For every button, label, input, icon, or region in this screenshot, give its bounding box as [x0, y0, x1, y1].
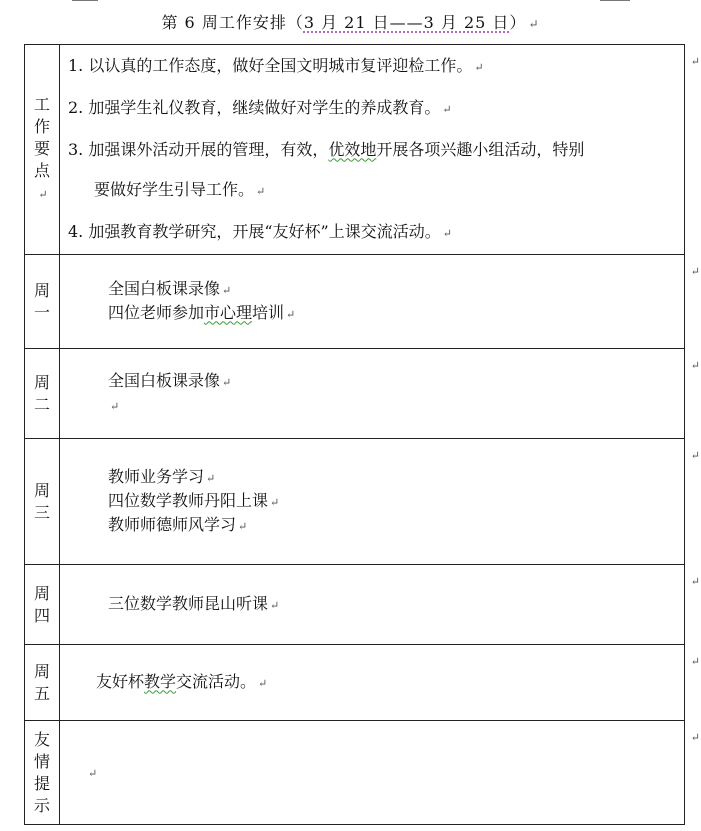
- top-rule-right: [600, 0, 630, 1]
- paragraph-mark-icon: ↵: [270, 598, 280, 612]
- paragraph-mark-icon: ↵: [474, 60, 484, 74]
- cell-end-mark-icon: ↵: [690, 265, 700, 278]
- tips-content: [60, 721, 700, 825]
- goal-item-3: 3. 加强课外活动开展的管理，有效，优效地开展各项兴趣小组活动，特别 要做好学生引导工作。 ↵: [68, 139, 585, 199]
- day-line: 四位老师参加市心理培训 ↵: [108, 302, 296, 322]
- goal-item-1: 1. 以认真的工作态度，做好全国文明城市复评迎检工作。 ↵: [68, 55, 484, 75]
- cell-end-mark-icon: ↵: [690, 731, 700, 744]
- tips-row: [25, 721, 685, 825]
- day-content-wed: [60, 439, 700, 565]
- cell-end-mark-icon: ↵: [690, 55, 700, 68]
- cell-end-mark-icon: ↵: [690, 359, 700, 372]
- goals-row: [25, 45, 685, 255]
- day-row-fri: [25, 645, 685, 721]
- top-rule-left: [72, 0, 98, 1]
- day-content-fri: [60, 645, 700, 721]
- day-line: 三位数学教师昆山听课 ↵: [108, 593, 280, 613]
- goal-item-4: 4. 加强教育教学研究，开展“友好杯”上课交流活动。 ↵: [68, 221, 452, 241]
- day-label-tue: 周 二: [25, 349, 60, 439]
- tips-label: 友 情 提 示: [25, 721, 60, 825]
- day-row-tue: [25, 349, 685, 439]
- title-date-range: 3 月 21 日——3 月 25 日: [303, 13, 510, 32]
- day-line: 友好杯教学交流活动。 ↵: [96, 671, 268, 691]
- paragraph-mark-icon: ↵: [222, 283, 232, 297]
- day-line: 教师师德师风学习 ↵: [108, 514, 248, 534]
- paragraph-mark-icon: ↵: [528, 17, 540, 31]
- day-line: 教师业务学习 ↵: [108, 466, 216, 486]
- paragraph-mark-icon: ↵: [442, 226, 452, 240]
- cell-end-mark-icon: ↵: [690, 655, 700, 668]
- day-line: 全国白板课录像 ↵: [108, 370, 232, 390]
- goals-content: [60, 45, 700, 255]
- paragraph-mark-icon: ↵: [270, 495, 280, 509]
- paragraph-mark-icon: ↵: [258, 676, 268, 690]
- schedule-table: [24, 44, 700, 825]
- goal-item-2: 2. 加强学生礼仪教育，继续做好对学生的养成教育。 ↵: [68, 97, 452, 117]
- paragraph-mark-icon: ↵: [222, 375, 232, 389]
- title-suffix: ）: [509, 13, 527, 32]
- day-label-mon: 周 一: [25, 255, 60, 349]
- paragraph-mark-icon: ↵: [110, 399, 120, 413]
- day-row-mon: [25, 255, 685, 349]
- day-content-tue: [60, 349, 700, 439]
- day-line: [60, 394, 684, 418]
- paragraph-mark-icon: ↵: [238, 519, 248, 533]
- day-label-wed: 周 三: [25, 439, 60, 565]
- goals-label: 工 作 要 点 ↵: [25, 45, 60, 255]
- title-prefix: 第 6 周工作安排（: [161, 13, 304, 32]
- day-content-mon: [60, 255, 700, 349]
- day-line: 四位数学教师丹阳上课 ↵: [108, 490, 280, 510]
- paragraph-mark-icon: ↵: [206, 471, 216, 485]
- page-title: [0, 10, 701, 33]
- paragraph-mark-icon: ↵: [286, 307, 296, 321]
- paragraph-mark-icon: ↵: [88, 766, 98, 780]
- day-content-thu: [60, 565, 700, 645]
- day-row-wed: [25, 439, 685, 565]
- day-line: [60, 761, 684, 785]
- day-line: 全国白板课录像 ↵: [108, 278, 232, 298]
- paragraph-mark-icon: ↵: [38, 187, 48, 201]
- day-label-thu: 周 四: [25, 565, 60, 645]
- cell-end-mark-icon: ↵: [690, 575, 700, 588]
- paragraph-mark-icon: ↵: [442, 102, 452, 116]
- cell-end-mark-icon: ↵: [690, 449, 700, 462]
- paragraph-mark-icon: ↵: [256, 184, 266, 198]
- day-label-fri: 周 五: [25, 645, 60, 721]
- day-row-thu: [25, 565, 685, 645]
